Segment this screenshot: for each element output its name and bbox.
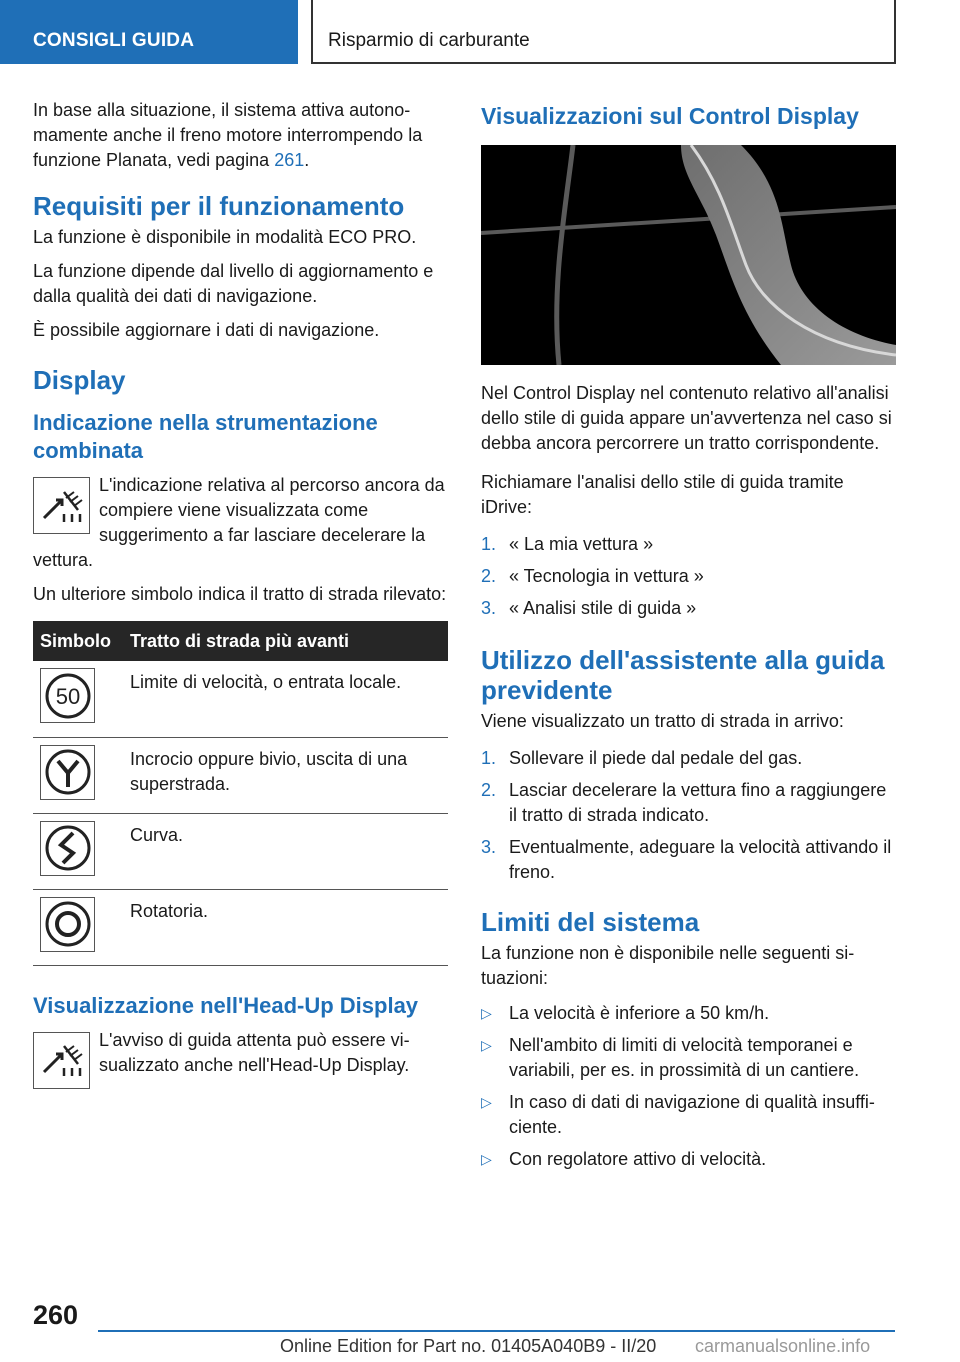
- footer-divider: [98, 1330, 895, 1332]
- triangle-bullet-icon: ▷: [481, 1151, 492, 1167]
- control-paragraph: Nel Control Display nel contenuto relativo all'analisi dello stile di guida appare un'avvertenza nel caso si debba ancora percorrere un tratto corrispondente.: [481, 383, 892, 453]
- intro-paragraph: In base alla situazione, il sistema attiva autonomamente anche il freno motore interrompendo la funzione Planata, vedi pagina 261.: [33, 100, 423, 170]
- table-header-simbolo: Simbolo: [33, 621, 130, 661]
- heading-control-display: Visualizzazioni sul Control Display: [481, 103, 859, 129]
- triangle-bullet-icon: ▷: [481, 1037, 492, 1053]
- list-item: 3. « Analisi stile di guida »: [481, 598, 697, 618]
- speed-limit-icon: [40, 668, 95, 723]
- list-item: ▷ La velocità è inferiore a 50 km/h.: [481, 1001, 896, 1026]
- heading-utilizzo: Utilizzo dell'assistente alla guida previdente: [481, 645, 885, 705]
- limiti-paragraph: La funzione non è disponibile nelle seguenti situazioni:: [481, 943, 855, 988]
- req-paragraph-1: La funzione è disponibile in modalità ECO PRO.: [33, 227, 417, 247]
- heading-requisiti: Requisiti per il funzionamento: [33, 191, 405, 221]
- indicazione-paragraph: L'indicazione relativa al percorso ancora da compiere viene visualizzata come suggerimento a far lasciare decelerare la vettura.: [33, 475, 445, 570]
- list-item: 1. « La mia vettura »: [481, 534, 654, 554]
- req-paragraph-2: La funzione dipende dal livello di aggiornamento e dalla qualità dei dati di navigazione.: [33, 261, 434, 306]
- row-text: Curva.: [130, 813, 448, 889]
- idrive-steps: [481, 532, 896, 621]
- page-link[interactable]: 261: [274, 150, 305, 170]
- heading-display: Display: [33, 365, 126, 395]
- page-number: 260: [33, 1300, 79, 1330]
- req-paragraph-3: È possibile aggiornare i dati di navigazione.: [33, 320, 380, 340]
- curve-icon: [40, 821, 95, 876]
- list-item: 3. Eventualmente, adeguare la velocità attivando il freno.: [481, 837, 892, 882]
- heading-hud: Visualizzazione nell'Head-Up Display: [33, 992, 419, 1018]
- topic-tab: Risparmio di carburante: [311, 0, 896, 64]
- utilizzo-paragraph: Viene visualizzato un tratto di strada in arrivo:: [481, 711, 844, 731]
- coasting-hint-icon: [33, 477, 90, 534]
- symbol-table: [33, 621, 448, 966]
- row-text: Rotatoria.: [130, 889, 448, 965]
- row-text: Incrocio oppure bivio, uscita di una superstrada.: [130, 737, 448, 813]
- list-item: ▷ Nell'ambito di limiti di velocità temporanei e variabili, per es. in prossimità di un cantiere.: [481, 1033, 896, 1083]
- footer-edition: Online Edition for Part no. 01405A040B9 - II/20: [280, 1336, 657, 1356]
- junction-icon: [40, 745, 95, 800]
- triangle-bullet-icon: ▷: [481, 1005, 492, 1021]
- svg-text:50: 50: [55, 683, 80, 709]
- usage-steps: [481, 746, 896, 885]
- table-row: [33, 889, 448, 965]
- footer-watermark: carmanualsonline.info: [695, 1336, 871, 1356]
- triangle-bullet-icon: ▷: [481, 1094, 492, 1110]
- table-row: [33, 737, 448, 813]
- simbolo-paragraph: Un ulteriore simbolo indica il tratto di strada rilevato:: [33, 584, 447, 604]
- coasting-hint-icon: [33, 1032, 90, 1089]
- list-item: 2. Lasciar decelerare la vettura fino a raggiungere il tratto di strada indicato.: [481, 780, 887, 825]
- heading-limiti: Limiti del sistema: [481, 907, 700, 937]
- limits-list: [481, 1001, 896, 1172]
- control-display-image: [481, 145, 896, 365]
- hud-paragraph: L'avviso di guida attenta può essere visualizzato anche nell'Head-Up Display.: [99, 1029, 410, 1075]
- roundabout-icon: [40, 897, 95, 952]
- richiamare-paragraph: Richiamare l'analisi dello stile di guida tramite iDrive:: [481, 472, 844, 517]
- list-item: ▷ Con regolatore attivo di velocità.: [481, 1147, 896, 1172]
- table-row: [33, 661, 448, 737]
- list-item: 1. Sollevare il piede dal pedale del gas.: [481, 748, 803, 768]
- table-row: [33, 813, 448, 889]
- right-column: [481, 98, 896, 1179]
- table-header-tratto: Tratto di strada più avanti: [130, 621, 448, 661]
- left-column: [33, 98, 448, 1089]
- list-item: 2. « Tecnologia in vettura »: [481, 566, 704, 586]
- row-text: Limite di velocità, o entrata locale.: [130, 661, 448, 737]
- section-tab: CONSIGLI GUIDA: [0, 0, 298, 64]
- heading-indicazione: Indicazione nella strumentazione combinata: [33, 410, 378, 463]
- list-item: ▷ In caso di dati di navigazione di qualità insufficiente.: [481, 1090, 896, 1140]
